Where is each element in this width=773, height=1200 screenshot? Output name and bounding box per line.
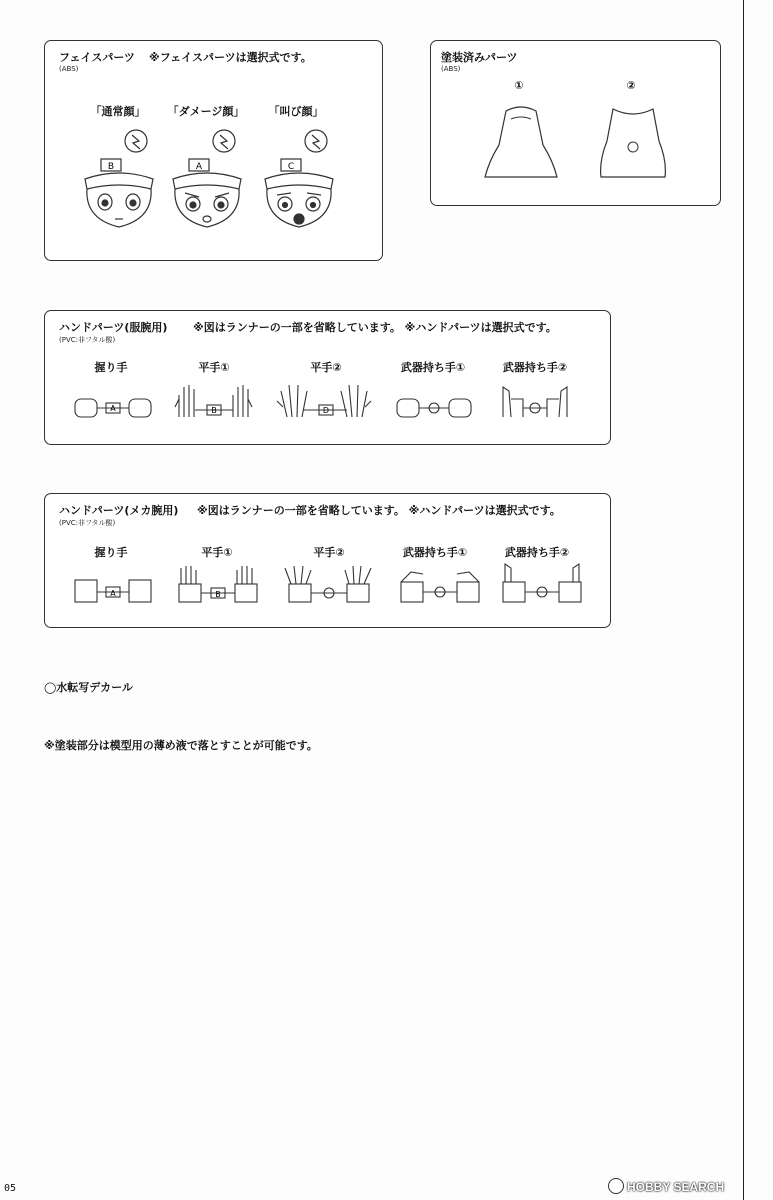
painted-part-1-figure bbox=[481, 105, 561, 185]
face-figure-damage bbox=[169, 127, 245, 231]
face-parts-title: フェイスパーツ bbox=[59, 51, 135, 64]
hand-clothed-tag-d: D bbox=[322, 406, 330, 415]
face-parts-panel bbox=[44, 40, 383, 261]
decal-line: ◯水転写デカール bbox=[44, 681, 133, 694]
paint-removal-note: ※塗装部分は模型用の薄め液で落とすことが可能です。 bbox=[44, 739, 318, 752]
hand-clothed-material: (PVC:非フタル酸) bbox=[59, 336, 116, 344]
painted-part-2-figure bbox=[593, 105, 673, 185]
hand-clothed-label-weapon2: 武器持ち手② bbox=[502, 361, 568, 374]
face-parts-material: (ABS) bbox=[59, 65, 79, 73]
painted-part-number-2: ② bbox=[626, 79, 636, 92]
hand-clothed-label-weapon1: 武器持ち手① bbox=[400, 361, 466, 374]
hand-mecha-label-flat1: 平手① bbox=[201, 546, 233, 559]
page-number: 05 bbox=[4, 1183, 17, 1194]
hand-clothed-note: ※図はランナーの一部を省略しています。 ※ハンドパーツは選択式です。 bbox=[193, 321, 557, 334]
hand-mecha-material: (PVC:非フタル酸) bbox=[59, 519, 116, 527]
face-label-scream: 「叫び顔」 bbox=[268, 105, 324, 118]
face-tag-b: B bbox=[107, 162, 115, 172]
hand-clothed-tag-a: A bbox=[110, 404, 116, 413]
hand-parts-mecha-panel bbox=[44, 493, 611, 628]
hand-mecha-label-weapon2: 武器持ち手② bbox=[504, 546, 570, 559]
face-parts-note: ※フェイスパーツは選択式です。 bbox=[149, 51, 312, 64]
painted-part-number-1: ① bbox=[514, 79, 524, 92]
hand-mecha-tag-a: A bbox=[110, 589, 116, 598]
watermark bbox=[608, 1178, 724, 1194]
watermark-text: HOBBY SEARCH bbox=[627, 1180, 725, 1194]
hand-mecha-label-flat2: 平手② bbox=[313, 546, 345, 559]
hand-clothed-figures bbox=[45, 377, 612, 427]
face-tag-a: A bbox=[195, 162, 203, 172]
painted-parts-material: (ABS) bbox=[441, 65, 461, 73]
painted-parts-title: 塗装済みパーツ bbox=[441, 51, 518, 64]
hand-clothed-label-flat2: 平手② bbox=[310, 361, 342, 374]
face-figure-normal bbox=[81, 127, 157, 231]
painted-parts-panel bbox=[430, 40, 721, 206]
hand-clothed-label-flat1: 平手① bbox=[198, 361, 230, 374]
hand-mecha-label-weapon1: 武器持ち手① bbox=[402, 546, 468, 559]
hand-mecha-tag-b: B bbox=[215, 590, 221, 599]
face-tag-c: C bbox=[287, 162, 295, 172]
hand-parts-clothed-panel bbox=[44, 310, 611, 445]
hand-clothed-tag-b: B bbox=[211, 406, 217, 415]
watermark-logo-icon bbox=[608, 1178, 624, 1194]
hand-mecha-title: ハンドパーツ(メカ腕用) bbox=[59, 504, 179, 517]
hand-clothed-title: ハンドパーツ(服腕用) bbox=[59, 321, 168, 334]
face-label-damage: 「ダメージ顔」 bbox=[167, 105, 245, 118]
face-label-normal: 「通常顔」 bbox=[90, 105, 146, 118]
hand-mecha-figures bbox=[45, 562, 612, 612]
face-figure-scream bbox=[261, 127, 337, 231]
hand-mecha-label-fist: 握り手 bbox=[94, 546, 128, 559]
hand-mecha-note: ※図はランナーの一部を省略しています。 ※ハンドパーツは選択式です。 bbox=[197, 504, 561, 517]
hand-clothed-label-fist: 握り手 bbox=[94, 361, 128, 374]
